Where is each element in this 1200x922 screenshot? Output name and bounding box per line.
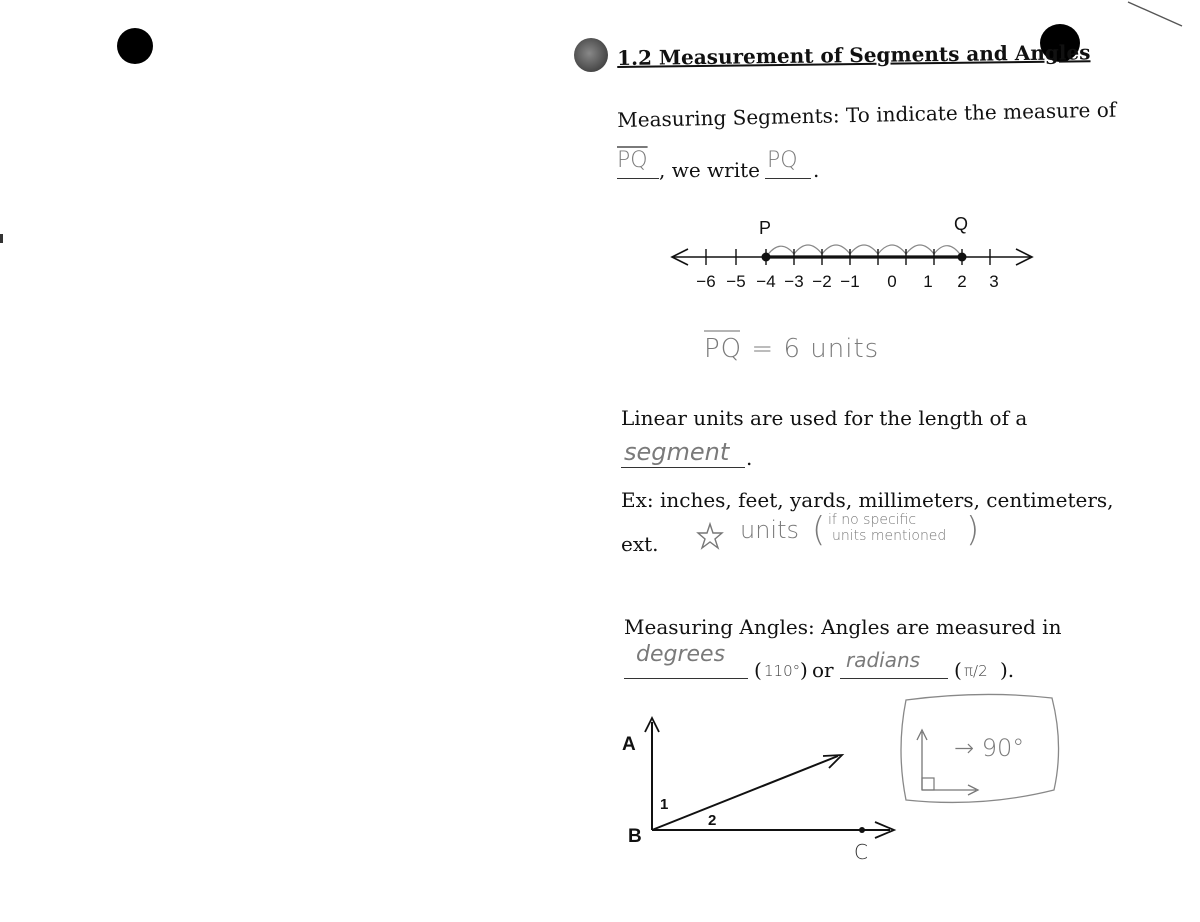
degrees-answer: degrees xyxy=(636,642,726,667)
tick-label: −6 xyxy=(696,272,716,291)
or-word: or xyxy=(812,658,834,682)
right-angle-value: → 90° xyxy=(954,734,1025,762)
ray-middle xyxy=(652,756,838,830)
star-icon xyxy=(696,522,724,550)
tick-label: −5 xyxy=(726,272,746,291)
segments-intro: Measuring Segments: To indicate the measure of xyxy=(617,97,1117,132)
number-line-figure xyxy=(660,212,1050,302)
angle-diagram xyxy=(620,712,910,872)
point-p-dot xyxy=(762,253,771,262)
tick-label: 3 xyxy=(989,272,999,291)
point-q-label: Q xyxy=(954,214,969,234)
measure-answer-blank xyxy=(765,178,811,179)
degrees-blank xyxy=(624,678,748,679)
angle-1-label: 1 xyxy=(660,796,669,813)
paren-close-degrees: ) xyxy=(800,658,808,682)
paren-close: ) xyxy=(966,510,980,550)
segment-notation-line xyxy=(617,148,857,188)
point-q-dot xyxy=(958,253,967,262)
tick-label: 1 xyxy=(923,272,933,291)
segment-answer: $\overline{PQ}$ xyxy=(617,148,648,173)
tick-label: −3 xyxy=(784,272,804,291)
overline-mark xyxy=(702,328,742,334)
tick-label: 0 xyxy=(887,272,897,291)
paren-open-radians: ( xyxy=(954,658,962,682)
label-a: A xyxy=(622,734,636,755)
examples-units-note: units xyxy=(740,516,800,544)
handwritten-hops xyxy=(766,245,962,257)
linear-units-blank xyxy=(621,467,745,468)
radians-blank xyxy=(840,678,948,679)
we-write-text: , we write xyxy=(659,158,760,182)
linear-units-period: . xyxy=(746,446,753,470)
segment-length-note: PQ = 6 units xyxy=(704,334,880,364)
segment-answer-blank xyxy=(617,178,659,179)
examples-paren-line-2: units mentioned xyxy=(832,528,947,544)
radians-answer: radians xyxy=(846,648,921,672)
measure-period: . xyxy=(813,158,820,182)
angles-answer-line xyxy=(624,642,1044,686)
linear-units-text: Linear units are used for the length of a xyxy=(621,406,1028,430)
tick-label: −2 xyxy=(812,272,832,291)
page-title: 1.2 Measurement of Segments and Angles xyxy=(617,40,1091,70)
linear-units-answer: segment xyxy=(624,438,730,466)
tick-label: −4 xyxy=(756,272,776,291)
examples-paren-line-1: if no specific xyxy=(828,512,917,528)
examples-line-2: ext. xyxy=(621,532,659,556)
paren-open: ( xyxy=(812,510,826,550)
angles-intro: Measuring Angles: Angles are measured in xyxy=(624,615,1062,639)
examples-line-1: Ex: inches, feet, yards, millimeters, centimeters, xyxy=(621,488,1114,512)
point-p-label: P xyxy=(759,218,772,238)
label-c: C xyxy=(854,840,868,864)
degrees-example: 110° xyxy=(764,662,801,680)
tick-label: −1 xyxy=(840,272,860,291)
right-angle-note xyxy=(892,690,1064,808)
paren-close-radians: ). xyxy=(1000,658,1015,682)
point-c-dot xyxy=(859,827,865,833)
radians-example: π/2 xyxy=(964,662,988,680)
paren-open-degrees: ( xyxy=(754,658,762,682)
measure-answer: PQ xyxy=(767,148,798,173)
tick-label: 2 xyxy=(957,272,967,291)
angle-2-label: 2 xyxy=(708,812,717,829)
label-b: B xyxy=(628,826,642,847)
